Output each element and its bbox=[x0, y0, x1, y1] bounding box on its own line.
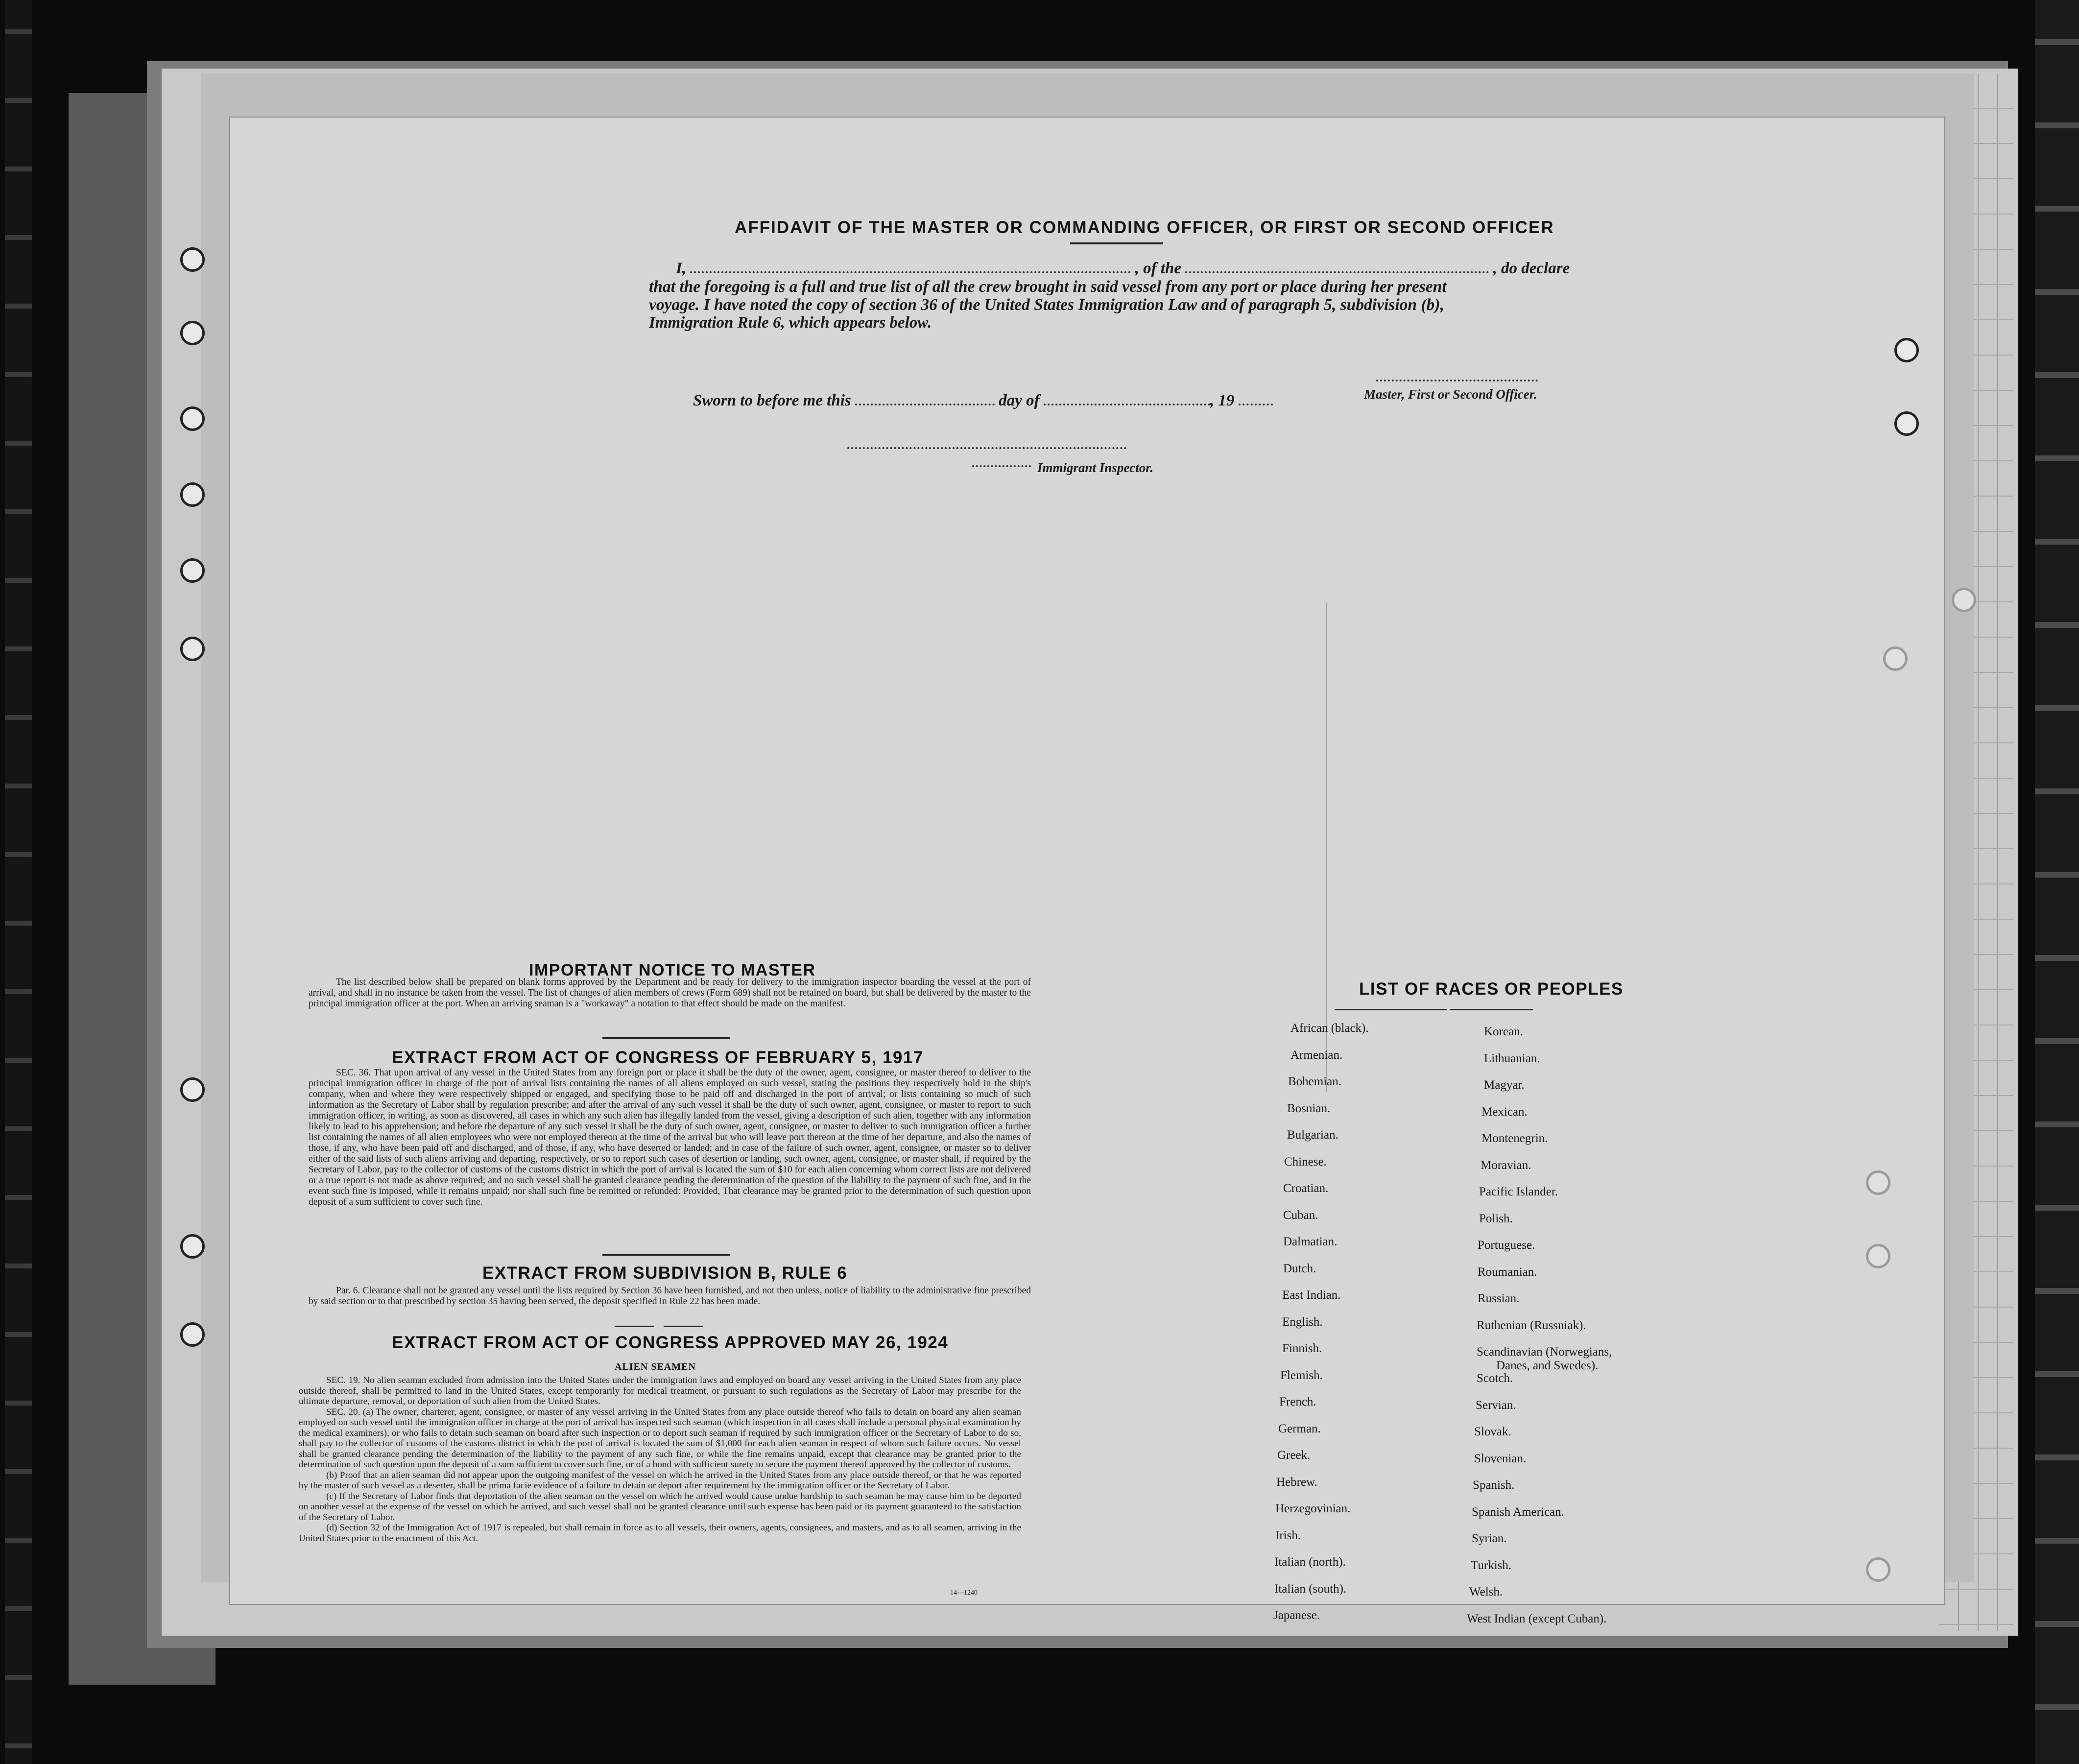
sworn-year-field[interactable] bbox=[1239, 401, 1273, 405]
notice-body: The list described below shall be prepared on blank forms approved by the Department and be ready for delivery to the immigration inspector boarding the vessel at the port of arrival, and shall in no instance be taken from the vessel. The list of changes of alien members of crews (Form 689) shall not be retained on board, but shall be delivered by the master to the principal immigration officer at the port. When an arriving seaman is a "workaway" a notation to that effect should be made on the manifest. bbox=[309, 977, 1031, 1009]
race-item: Bohemian. bbox=[1288, 1075, 1342, 1088]
race-item: Spanish American. bbox=[1472, 1505, 1564, 1519]
extract-1924-sec19: SEC. 19. No alien seaman excluded from admission into the United States under the immigration laws and employed on board any vessel arriving in the United States from any place outside thereof, shall be permitted to land in the United States, except temporarily for medical treatment, or pursuant to such regulations as the Secretary of Labor may prescribe for the ultimate departure, removal, or deportation of such alien from the United States. bbox=[299, 1375, 1021, 1406]
race-item: Dutch. bbox=[1283, 1262, 1316, 1275]
affidavit-line1-end: , do declare bbox=[1493, 260, 1570, 277]
binder-ring-icon bbox=[180, 321, 205, 345]
rule6-title: EXTRACT FROM SUBDIVISION B, RULE 6 bbox=[482, 1263, 848, 1283]
affidavit-line1-mid: , of the bbox=[1135, 260, 1182, 277]
race-item: Japanese. bbox=[1273, 1609, 1320, 1622]
race-item: Montenegrin. bbox=[1482, 1132, 1548, 1145]
race-item: French. bbox=[1279, 1395, 1316, 1408]
race-item: Slovenian. bbox=[1474, 1452, 1527, 1465]
races-left-column bbox=[1273, 1021, 1369, 1635]
race-item: Lithuanian. bbox=[1484, 1051, 1540, 1065]
extract-1924-title: EXTRACT FROM ACT OF CONGRESS APPROVED MAY 26, 1924 bbox=[392, 1333, 949, 1352]
rule6-block bbox=[309, 1286, 1031, 1307]
race-item: Croatian. bbox=[1283, 1182, 1329, 1195]
race-item: Greek. bbox=[1277, 1449, 1311, 1462]
extract-1924-sec20a: SEC. 20. (a) The owner, charterer, agent, consignee, or master of any vessel arriving in the United States from any place outside thereof who fails to detain on board any alien seaman employed on such vessel until the immigration officer in charge at the port of arrival has inspected such seaman (which inspection in all cases shall include a personal physical examination by the medical examiners), or who fails to detain such seaman on board after such inspection or to deport such seaman if required by such immigration officer or the Secretary of Labor to do so, shall pay to the collector of customs of the customs district in which the port of arrival is located the sum of $1,000 for each alien seaman in respect of whom such failure occurs. No vessel shall be granted clearance pending the determination of the liability to the payment of any such fine, or while the fine remains unpaid, except that clearance may be granted prior to the determination of such question upon the deposit of a sum sufficient to cover such fine, or of a bond with sufficient surety to secure the payment thereof approved by the collector of customs. bbox=[299, 1406, 1021, 1470]
race-item: Dalmatian. bbox=[1283, 1235, 1338, 1248]
inspector-dots bbox=[972, 465, 1031, 467]
race-item: English. bbox=[1282, 1315, 1323, 1329]
races-right-column bbox=[1467, 1025, 1612, 1638]
race-item: Italian (south). bbox=[1274, 1582, 1347, 1596]
binder-ring-icon bbox=[180, 1234, 205, 1259]
binder-ring-icon bbox=[180, 558, 205, 583]
affidavit-title: AFFIDAVIT OF THE MASTER OR COMMANDING OFFICER, OR FIRST OR SECOND OFFICER bbox=[735, 218, 1554, 237]
race-item: Russian. bbox=[1478, 1292, 1520, 1305]
punch-hole-icon bbox=[1866, 1557, 1890, 1582]
extract-1924-block bbox=[299, 1375, 1021, 1544]
signature-label: Master, First or Second Officer. bbox=[1364, 387, 1537, 402]
race-item: Moravian. bbox=[1481, 1158, 1531, 1172]
race-item: Portuguese. bbox=[1478, 1239, 1535, 1252]
race-item: Korean. bbox=[1484, 1025, 1523, 1038]
race-item: Chinese. bbox=[1284, 1155, 1327, 1168]
rule6-rule-a bbox=[615, 1326, 654, 1327]
alien-seamen-subtitle: ALIEN SEAMEN bbox=[615, 1361, 696, 1372]
form-number: 14—1240 bbox=[950, 1589, 978, 1597]
extract-1924-sec20c: (c) If the Secretary of Labor finds that deportation of the alien seaman on the vessel on which he arrived would cause undue hardship to such seaman he may cause him to be deported on another vessel at the expense of the vessel on which he arrived, and such vessel shall not be granted clearance until such expense has been paid or its payment guaranteed to the satisfaction of the Secretary of Labor. bbox=[299, 1491, 1021, 1523]
punch-hole-icon bbox=[1952, 588, 1976, 612]
races-title: LIST OF RACES OR PEOPLES bbox=[1359, 979, 1624, 999]
binder-ring-icon bbox=[180, 1077, 205, 1102]
race-item: Syrian. bbox=[1472, 1532, 1507, 1545]
races-rule-right bbox=[1450, 1009, 1533, 1010]
affidavit-line1-start: I, bbox=[676, 260, 687, 277]
race-item: African (black). bbox=[1290, 1022, 1369, 1035]
race-item: Welsh. bbox=[1469, 1585, 1503, 1598]
punch-hole-icon bbox=[1883, 646, 1908, 671]
race-item: Roumanian. bbox=[1478, 1265, 1537, 1279]
race-item: East Indian. bbox=[1282, 1288, 1341, 1302]
race-item: Cuban. bbox=[1283, 1208, 1318, 1222]
binder-ring-icon bbox=[180, 482, 205, 507]
inspector-label: Immigrant Inspector. bbox=[1037, 460, 1154, 475]
sworn-day-of: day of bbox=[999, 392, 1040, 409]
rule6-body: Par. 6. Clearance shall not be granted any vessel until the lists required by Section 36 have been furnished, and not then unless, notice of liability to the administrative fine prescribed by said section or to that prescribed by section 35 having been served, the deposit specified in Rule 22 has been made. bbox=[309, 1286, 1031, 1307]
inspector-signature-field[interactable] bbox=[847, 447, 1126, 449]
race-item: Danes, and Swedes). bbox=[1496, 1359, 1599, 1372]
race-item: Magyar. bbox=[1484, 1078, 1525, 1092]
sworn-start: Sworn to before me this bbox=[693, 392, 851, 409]
affidavit-title-rule bbox=[1070, 242, 1163, 244]
sworn-month-field[interactable] bbox=[1044, 401, 1210, 405]
sworn-year-prefix: , 19 bbox=[1210, 392, 1235, 409]
binder-ring-icon bbox=[180, 1322, 205, 1347]
punch-hole-icon bbox=[1866, 1170, 1890, 1195]
race-item: West Indian (except Cuban). bbox=[1467, 1612, 1607, 1625]
vessel-name-field[interactable] bbox=[1185, 268, 1489, 273]
rule6-rule-b bbox=[664, 1326, 703, 1327]
race-item: Scotch. bbox=[1477, 1372, 1513, 1385]
race-item: Armenian. bbox=[1290, 1048, 1343, 1062]
race-item: Pacific Islander. bbox=[1479, 1185, 1558, 1198]
race-item: Ruthenian (Russniak). bbox=[1477, 1318, 1586, 1332]
binder-ring-icon bbox=[180, 637, 205, 661]
race-item: German. bbox=[1278, 1422, 1321, 1435]
extract-1917-title: EXTRACT FROM ACT OF CONGRESS OF FEBRUARY 5, 1917 bbox=[392, 1048, 924, 1067]
binder-ring-icon bbox=[1894, 338, 1919, 362]
binder-ring-icon bbox=[180, 247, 205, 272]
film-edge-left bbox=[5, 0, 32, 1764]
race-item: Flemish. bbox=[1280, 1368, 1323, 1382]
affidavit-line-2: that the foregoing is a full and true list of all the crew brought in said vessel from any port or place during her present bbox=[649, 278, 1447, 296]
master-name-field[interactable] bbox=[690, 268, 1131, 273]
race-item: Italian (north). bbox=[1274, 1555, 1346, 1569]
race-item: Hebrew. bbox=[1276, 1475, 1317, 1489]
notice-rule bbox=[602, 1037, 730, 1039]
extract-1924-sec20b: (b) Proof that an alien seaman did not appear upon the outgoing manifest of the vessel on which he arrived in the United States from any place outside thereof, or that he was reported by the master of such vessel as a deserter, shall be prima facie evidence of a failure to detain or deport after requirement by the immigration officer or the Secretary of Labor. bbox=[299, 1470, 1021, 1491]
affidavit-line-4: Immigration Rule 6, which appears below. bbox=[649, 314, 932, 332]
film-edge-right bbox=[2035, 0, 2079, 1764]
race-item: Finnish. bbox=[1282, 1342, 1322, 1355]
notice-title: IMPORTANT NOTICE TO MASTER bbox=[529, 961, 816, 979]
extract-1917-rule bbox=[602, 1254, 730, 1256]
race-item: Mexican. bbox=[1482, 1105, 1528, 1119]
race-item: Irish. bbox=[1275, 1528, 1301, 1542]
race-item: Spanish. bbox=[1473, 1478, 1515, 1492]
races-rule-left bbox=[1335, 1009, 1447, 1010]
race-item: Polish. bbox=[1479, 1212, 1513, 1225]
sworn-line bbox=[693, 392, 1273, 410]
notice-body-block bbox=[309, 977, 1031, 1009]
signature-field[interactable] bbox=[1376, 380, 1538, 381]
race-item: Herzegovinian. bbox=[1275, 1502, 1351, 1515]
extract-1917-block bbox=[309, 1068, 1031, 1208]
sworn-day-field[interactable] bbox=[855, 401, 995, 405]
race-item: Turkish. bbox=[1471, 1558, 1512, 1572]
extract-1917-body: SEC. 36. That upon arrival of any vessel in the United States from any foreign port or place it shall be the duty of the owner, agent, consignee, or master thereof to deliver to the principal immigration officer in charge of the port of arrival lists containing the names of all aliens employed on such vessel, stating the positions they respectively hold in the ship's company, when and where they were respectively shipped or engaged, and specifying those to be paid off and discharged in the port of arrival; or lists containing so much of such information as the Secretary of Labor shall by regulation prescribe; and after the arrival of any such vessel it shall be the duty of such owner, agent, consignee, or master to report to such immigration officer, in writing, as soon as discovered, all cases in which any such alien has illegally landed from the vessel, giving a description of such alien, together with any information likely to lead to his apprehension; and before the departure of any such vessel it shall be the duty of such owner, agent, consignee, or master to deliver to such immigration officer a further list containing the names of all alien employees who were not employed thereon at the time of the arrival but who will leave port thereon at the time of her departure, and also the names of those, if any, who have been paid off and discharged, and of those, if any, who have deserted or landed; and in case of the failure of such owner, agent, consignee, or master so to deliver either of the said lists of such aliens arriving and departing, respectively, or so to report such cases of desertion or landing, such owner, agent, consignee, or master shall, if required by the Secretary of Labor, pay to the collector of customs of the customs district in which the port of arrival is located the sum of $10 for each alien concerning whom correct lists are not delivered or a true report is not made as above required; and no such vessel shall be granted clearance pending the determination of the question of the liability to the payment of such fine, and in the event such fine is imposed, while it remains unpaid; nor shall such fine be remitted or refunded: Provided, That clearance may be granted prior to the determination of such question upon deposit of a sum sufficient to cover such fine. bbox=[309, 1068, 1031, 1207]
binder-ring-icon bbox=[1894, 411, 1919, 436]
page-fold bbox=[1326, 602, 1327, 1092]
extract-1924-sec20d: (d) Section 32 of the Immigration Act of 1917 is repealed, but shall remain in force as to all vessels, their owners, agents, consignees, and masters, and as to all seamen, arriving in the United States prior to the enactment of this Act. bbox=[299, 1523, 1021, 1544]
race-item: Servian. bbox=[1476, 1398, 1516, 1412]
affidavit-line-3: voyage. I have noted the copy of section 36 of the United States Immigration Law and of paragraph 5, subdivision (b), bbox=[649, 296, 1444, 314]
race-item: Bosnian. bbox=[1287, 1101, 1331, 1115]
race-item: Slovak. bbox=[1474, 1425, 1511, 1438]
race-item: Bulgarian. bbox=[1287, 1128, 1338, 1142]
binder-ring-icon bbox=[180, 406, 205, 431]
punch-hole-icon bbox=[1866, 1244, 1890, 1268]
affidavit-line-1 bbox=[676, 260, 1570, 278]
race-item: Scandinavian (Norwegians, bbox=[1477, 1345, 1612, 1359]
